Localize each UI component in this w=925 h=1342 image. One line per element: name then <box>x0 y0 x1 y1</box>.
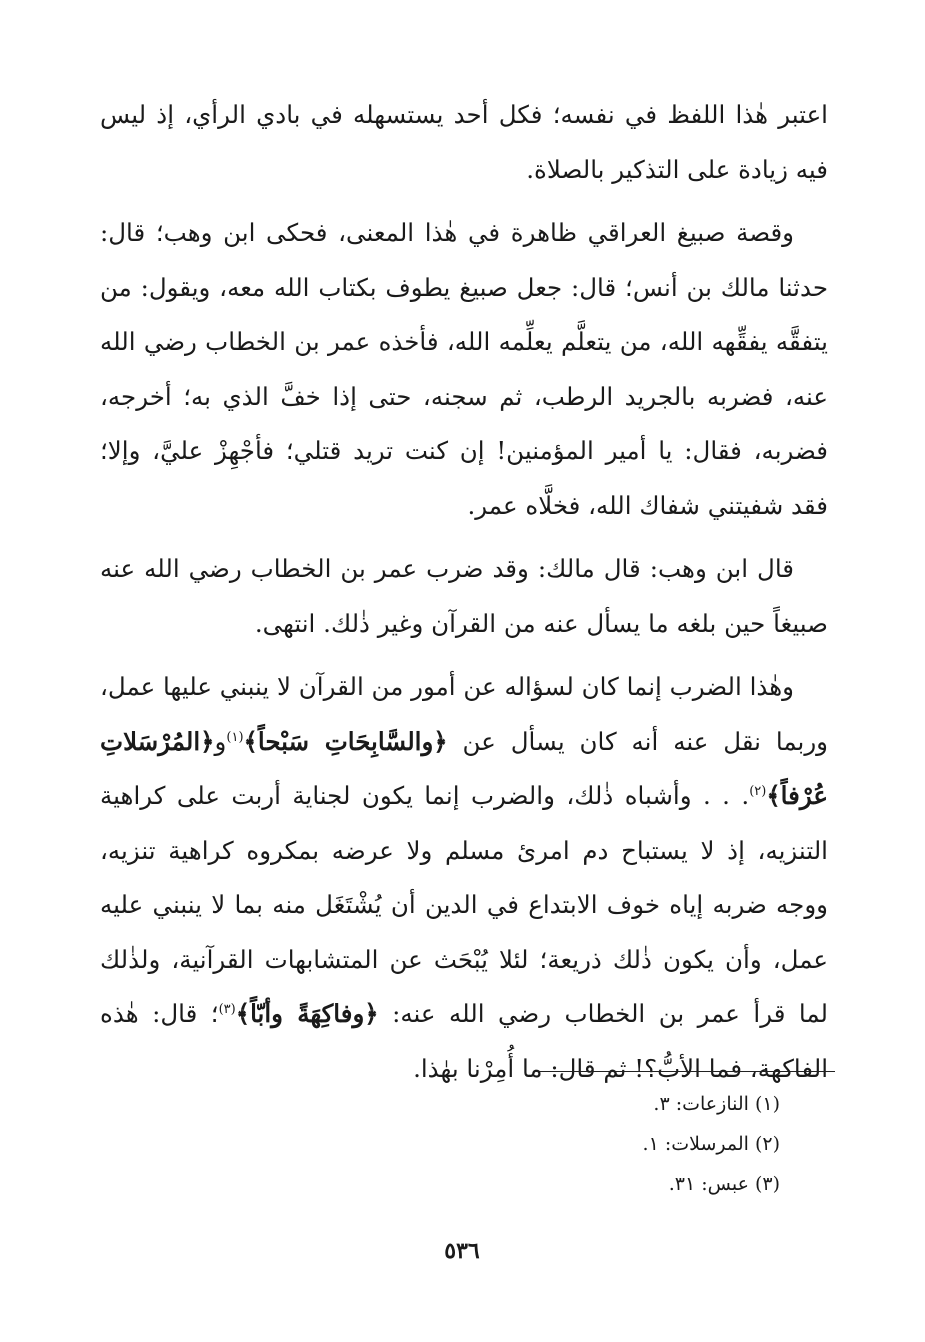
footnote-ref-2: (٢) <box>749 783 767 799</box>
footnote-separator <box>535 1071 835 1072</box>
paragraph-1: اعتبر هٰذا اللفظ في نفسه؛ فكل أحد يستسهله في بادي الرأي، إذ ليس فيه زيادة على التذكير بالصلاة. <box>100 100 828 184</box>
footnote-ref-3: (٣) <box>218 1001 236 1017</box>
footnotes <box>400 1084 780 1204</box>
footnote-3: (٣) عبس: ٣١. <box>668 1173 780 1195</box>
paragraph-4 <box>100 660 828 1096</box>
footnote-1: (١) النازعات: ٣. <box>653 1093 780 1115</box>
main-text <box>100 88 828 1096</box>
quran-verse-1: ﴿والسَّابِحَاتِ سَبْحاً﴾ <box>243 726 448 756</box>
page-number: ٥٣٦ <box>444 1238 480 1264</box>
footnote-2: (٢) المرسلات: ١. <box>642 1133 780 1155</box>
paragraph-2: وقصة صبيغ العراقي ظاهرة في هٰذا المعنى، فحكى ابن وهب؛ قال: حدثنا مالك بن أنس؛ قال: جعل صبيغ يطوف بكتاب الله معه، ويقول: من يتفقَّه يفقِّهه الله، من يتعلَّم يعلِّمه الله، فأخذه عمر بن الخطاب رضي الله عنه، فضربه بالجريد الرطب، ثم سجنه، حتى إذا خفَّ الذي به؛ أخرجه، فضربه، فقال: يا أمير المؤمنين! إن كنت تريد قتلي؛ فأجْهِزْ عليَّ، وإلا؛ فقد شفيتني شفاك الله، فخلَّاه عمر. <box>100 218 828 520</box>
quran-verse-3: ﴿وفاكِهَةً وأبّاً﴾ <box>235 999 379 1028</box>
footnote-ref-1: (١) <box>226 729 244 745</box>
paragraph-4-part-1: وهٰذا الضرب إنما كان لسؤاله عن أمور من القرآن لا ينبني عليها عمل، وربما نقل عنه أنه كان يسأل عن <box>100 672 828 756</box>
paragraph-4-part-2: . . . وأشباه ذٰلك، والضرب إنما يكون لجناية أربت على كراهية التنزيه، إذ لا يستباح دم امرئ مسلم ولا عرضه بمكروه كراهية تنزيه، ووجه ضربه إياه خوف الابتداع في الدين أن يُشْتَغَل منه بما لا ينبني عليه عمل، وأن يكون ذٰلك ذريعة؛ لئلا يُبْحَث عن المتشابهات القرآنية، ولذٰلك لما قرأ عمر بن الخطاب رضي الله عنه: <box>100 781 828 1028</box>
paragraph-4-part-3: ؛ قال: هٰذه الفاكهة، فما الأبُّ؟! ثم قال: ما أُمِرْنا بهٰذا. <box>100 999 828 1083</box>
quran-verse-2: ﴿المُرْسَلاتِ عُرْفاً﴾ <box>100 726 828 810</box>
paragraph-3: قال ابن وهب: قال مالك: وقد ضرب عمر بن الخطاب رضي الله عنه صبيغاً حين بلغه ما يسأل عنه من القرآن وغير ذٰلك. انتهى. <box>100 554 828 638</box>
conjunction: و <box>214 726 227 756</box>
